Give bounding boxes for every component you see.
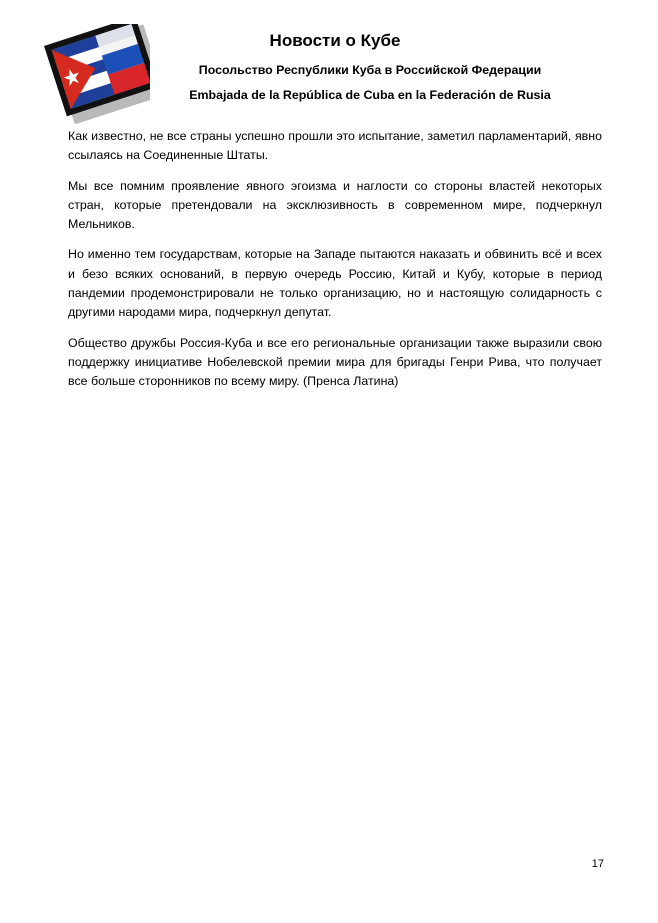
subtitle-spanish: Embajada de la República de Cuba en la Federación de Rusia: [189, 88, 551, 102]
subtitle-russian: Посольство Республики Куба в Российской Федерации: [198, 63, 542, 77]
paragraph-1: Как известно, не все страны успешно прошли это испытание, заметил парламентарий, явно ссылаясь на Соединенные Штаты.: [68, 129, 602, 163]
paragraph-3: Но именно тем государствам, которые на Западе пытаются наказать и обвинить всё и всех и безо всяких оснований, в первую очередь Россию, Китай и Кубу, которые в период пандемии продемонстрировали не только организацию, но и настоящую солидарность с другими народами мира, подчеркнул депутат.: [68, 247, 602, 320]
flag-logo: [40, 24, 150, 124]
page-title: Новости о Кубе: [269, 31, 401, 50]
article-body: [68, 127, 602, 403]
page-number: 17: [591, 858, 604, 870]
paragraph-4: Общество дружбы Россия-Куба и все его региональные организации также выразили свою поддержку инициативе Нобелевской премии мира для бригады Генри Рива, что получает все больше сторонников по всему миру. (Пренса Латина): [68, 335, 602, 389]
cuba-russia-flag-icon: [40, 24, 150, 124]
paragraph-2: Мы все помним проявление явного эгоизма и наглости со стороны властей некоторых стран, которые претендовали на эксклюзивность в современном мире, подчеркнул Мельников.: [68, 178, 602, 232]
